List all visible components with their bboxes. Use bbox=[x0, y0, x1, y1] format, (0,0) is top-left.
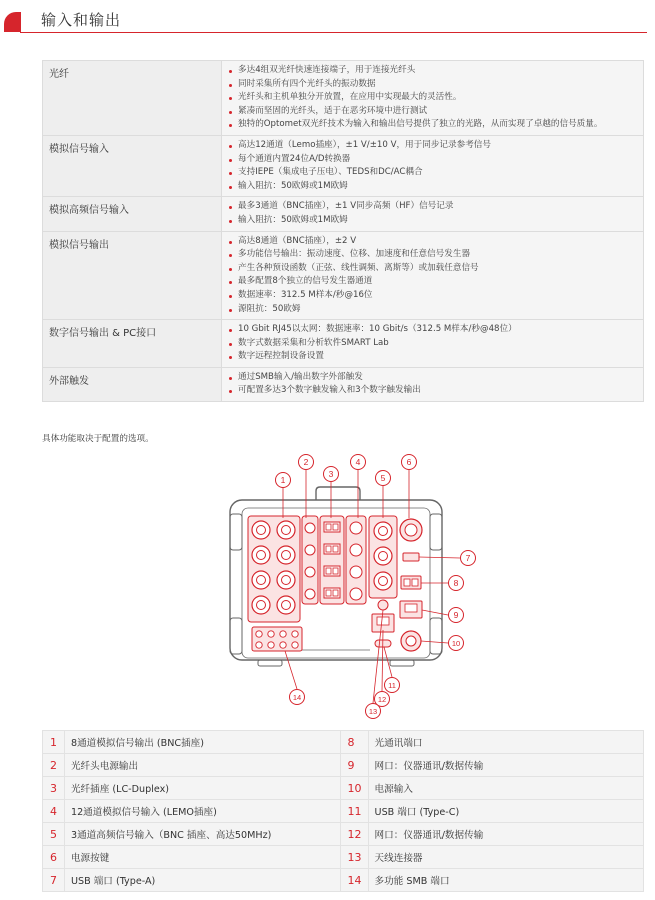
ethernet-jack bbox=[405, 604, 417, 612]
legend-number: 1 bbox=[43, 731, 65, 754]
smb-connector bbox=[256, 631, 262, 637]
callout-number: 12 bbox=[377, 695, 387, 704]
bnc-connector-core bbox=[257, 551, 266, 560]
spec-bullet-item: 产生各种预设函数（正弦、线性调频、离斯等）或加载任意信号 bbox=[228, 262, 639, 276]
configuration-note: 具体功能取决于配置的选项。 bbox=[42, 434, 154, 444]
spec-row-label: 外部触发 bbox=[43, 367, 222, 401]
lemo-connector bbox=[350, 544, 362, 556]
callout-number: 9 bbox=[453, 610, 459, 620]
legend-number: 12 bbox=[340, 823, 368, 846]
callout-number: 3 bbox=[328, 469, 334, 479]
bnc-connector-core bbox=[257, 526, 266, 535]
spec-bullet-item: 最多3通道（BNC插座），±1 V同步高频（HF）信号记录 bbox=[228, 200, 639, 214]
lemo-connector bbox=[350, 522, 362, 534]
power-output-port bbox=[305, 567, 315, 577]
spec-row-label: 光纤 bbox=[43, 61, 222, 136]
legend-description: 光纤头电源输出 bbox=[64, 754, 340, 777]
bnc-connector-core bbox=[282, 601, 291, 610]
spec-bullet-item: 数字远程控制设备设置 bbox=[228, 350, 639, 364]
legend-description: 网口：仪器通讯/数据传输 bbox=[368, 754, 643, 777]
spec-bullet-item: 源阻抗：50欧姆 bbox=[228, 303, 639, 317]
callout-number: 11 bbox=[388, 681, 396, 690]
smb-connector bbox=[280, 631, 286, 637]
legend-number: 11 bbox=[340, 800, 368, 823]
spec-bullet-item: 数据速率：312.5 M样本/秒@16位 bbox=[228, 289, 639, 303]
legend-description: 12通道模拟信号输入 (LEMO插座) bbox=[64, 800, 340, 823]
optical-comm-lane bbox=[412, 579, 418, 586]
spec-bullet-item: 支持IEPE（集成电子压电）、TEDS和DC/AC耦合 bbox=[228, 166, 639, 180]
legend-description: 电源按键 bbox=[64, 846, 340, 869]
legend-description: 3通道高频信号输入（BNC 插座、高达50MHz) bbox=[64, 823, 340, 846]
legend-description: 8通道模拟信号输出 (BNC插座) bbox=[64, 731, 340, 754]
callout-number: 7 bbox=[465, 553, 471, 563]
callout-number: 4 bbox=[355, 457, 361, 467]
device-drawing bbox=[230, 487, 442, 666]
smb-connector bbox=[280, 642, 286, 648]
device-foot bbox=[390, 660, 414, 666]
legend-number: 10 bbox=[340, 777, 368, 800]
legend-description: 天线连接器 bbox=[368, 846, 643, 869]
bnc-connector-core bbox=[282, 526, 291, 535]
legend-number: 13 bbox=[340, 846, 368, 869]
smb-connector bbox=[268, 631, 274, 637]
spec-bullet-item: 光纤头和主机单独分开放置，在应用中实现最大的灵活性。 bbox=[228, 91, 639, 105]
legend-description: 电源输入 bbox=[368, 777, 643, 800]
spec-bullet-item: 每个通道内置24位A/D转换器 bbox=[228, 153, 639, 167]
callout-number: 2 bbox=[303, 457, 309, 467]
carry-handle bbox=[316, 487, 360, 500]
legend-number: 4 bbox=[43, 800, 65, 823]
spec-bullet-item: 独特的Optomet双光纤技术为输入和输出信号提供了独立的光路，从而实现了卓越的信号质量。 bbox=[228, 118, 639, 132]
optical-comm-lane bbox=[404, 579, 410, 586]
legend-number: 6 bbox=[43, 846, 65, 869]
bnc-connector-core bbox=[282, 576, 291, 585]
bnc-connector-core bbox=[257, 601, 266, 610]
legend-row bbox=[43, 777, 644, 800]
spec-row-label: 模拟信号输出 bbox=[43, 231, 222, 320]
spec-bullet-item: 同时采集所有四个光纤头的振动数据 bbox=[228, 78, 639, 92]
spec-bullet-item: 通过SMB输入/输出数字外部触发 bbox=[228, 371, 639, 385]
legend-number: 2 bbox=[43, 754, 65, 777]
callout-number: 14 bbox=[292, 693, 302, 702]
spec-bullet-item: 紧凑而坚固的光纤头，适于在恶劣环境中进行测试 bbox=[228, 105, 639, 119]
lemo-connector bbox=[350, 588, 362, 600]
port-legend-table bbox=[42, 730, 644, 892]
legend-row bbox=[43, 869, 644, 892]
legend-row bbox=[43, 823, 644, 846]
smb-connector bbox=[292, 631, 298, 637]
spec-bullet-item: 高达8通道（BNC插座），±2 V bbox=[228, 235, 639, 249]
spec-row-label: 数字信号输出 & PC接口 bbox=[43, 320, 222, 368]
legend-description: 光纤插座 (LC-Duplex) bbox=[64, 777, 340, 800]
legend-row bbox=[43, 731, 644, 754]
legend-row bbox=[43, 846, 644, 869]
smb-connector bbox=[256, 642, 262, 648]
legend-number: 7 bbox=[43, 869, 65, 892]
legend-description: 多功能 SMB 端口 bbox=[368, 869, 643, 892]
smb-connector bbox=[292, 642, 298, 648]
legend-description: 网口：仪器通讯/数据传输 bbox=[368, 823, 643, 846]
spec-bullet-item: 数字式数据采集和分析软件SMART Lab bbox=[228, 337, 639, 351]
spec-bullet-item: 输入阻抗：50欧姆或1M欧姆 bbox=[228, 180, 639, 194]
spec-row-label: 模拟高频信号输入 bbox=[43, 197, 222, 231]
spec-bullet-item: 多功能信号输出：振动速度、位移、加速度和任意信号发生器 bbox=[228, 248, 639, 262]
hf-bnc-core bbox=[379, 527, 388, 536]
power-output-port bbox=[305, 589, 315, 599]
spec-bullet-item: 多达4组双光纤快速连接端子，用于连接光纤头 bbox=[228, 64, 639, 78]
legend-number: 9 bbox=[340, 754, 368, 777]
spec-bullet-item: 可配置多达3个数字触发输入和3个数字触发输出 bbox=[228, 384, 639, 398]
power-button-inner bbox=[405, 524, 417, 536]
spec-bullet-item: 输入阻抗：50欧姆或1M欧姆 bbox=[228, 214, 639, 228]
callout-number: 10 bbox=[451, 639, 461, 648]
power-input-core bbox=[406, 636, 416, 646]
hf-bnc-core bbox=[379, 552, 388, 561]
callout-number: 13 bbox=[368, 707, 378, 716]
usb-a-port bbox=[403, 553, 419, 561]
smb-connector bbox=[268, 642, 274, 648]
hf-bnc-core bbox=[379, 577, 388, 586]
power-output-port bbox=[305, 545, 315, 555]
power-output-port bbox=[305, 523, 315, 533]
spec-row-label: 模拟信号输入 bbox=[43, 135, 222, 196]
legend-row bbox=[43, 800, 644, 823]
legend-description: 光通讯端口 bbox=[368, 731, 643, 754]
legend-description: USB 端口 (Type-A) bbox=[64, 869, 340, 892]
callout-number: 8 bbox=[453, 578, 459, 588]
callout-number: 5 bbox=[380, 473, 386, 483]
legend-description: USB 端口 (Type-C) bbox=[368, 800, 643, 823]
spec-bullet-item: 10 Gbit RJ45以太网：数据速率：10 Gbit/s（312.5 M样本/秒@48位） bbox=[228, 323, 639, 337]
legend-number: 14 bbox=[340, 869, 368, 892]
legend-number: 8 bbox=[340, 731, 368, 754]
callout-number: 1 bbox=[280, 475, 286, 485]
legend-row bbox=[43, 754, 644, 777]
ethernet-jack bbox=[377, 617, 389, 625]
spec-bullet-item: 最多配置8个独立的信号发生器通道 bbox=[228, 275, 639, 289]
section-title: 输入和输出 bbox=[41, 11, 122, 29]
lemo-connector bbox=[350, 566, 362, 578]
spec-bullet-item: 高达12通道（Lemo插座），±1 V/±10 V，用于同步记录参考信号 bbox=[228, 139, 639, 153]
device-foot bbox=[258, 660, 282, 666]
callout-number: 6 bbox=[406, 457, 412, 467]
antenna-connector bbox=[378, 600, 388, 610]
legend-number: 3 bbox=[43, 777, 65, 800]
legend-number: 5 bbox=[43, 823, 65, 846]
bnc-connector-core bbox=[282, 551, 291, 560]
bnc-connector-core bbox=[257, 576, 266, 585]
